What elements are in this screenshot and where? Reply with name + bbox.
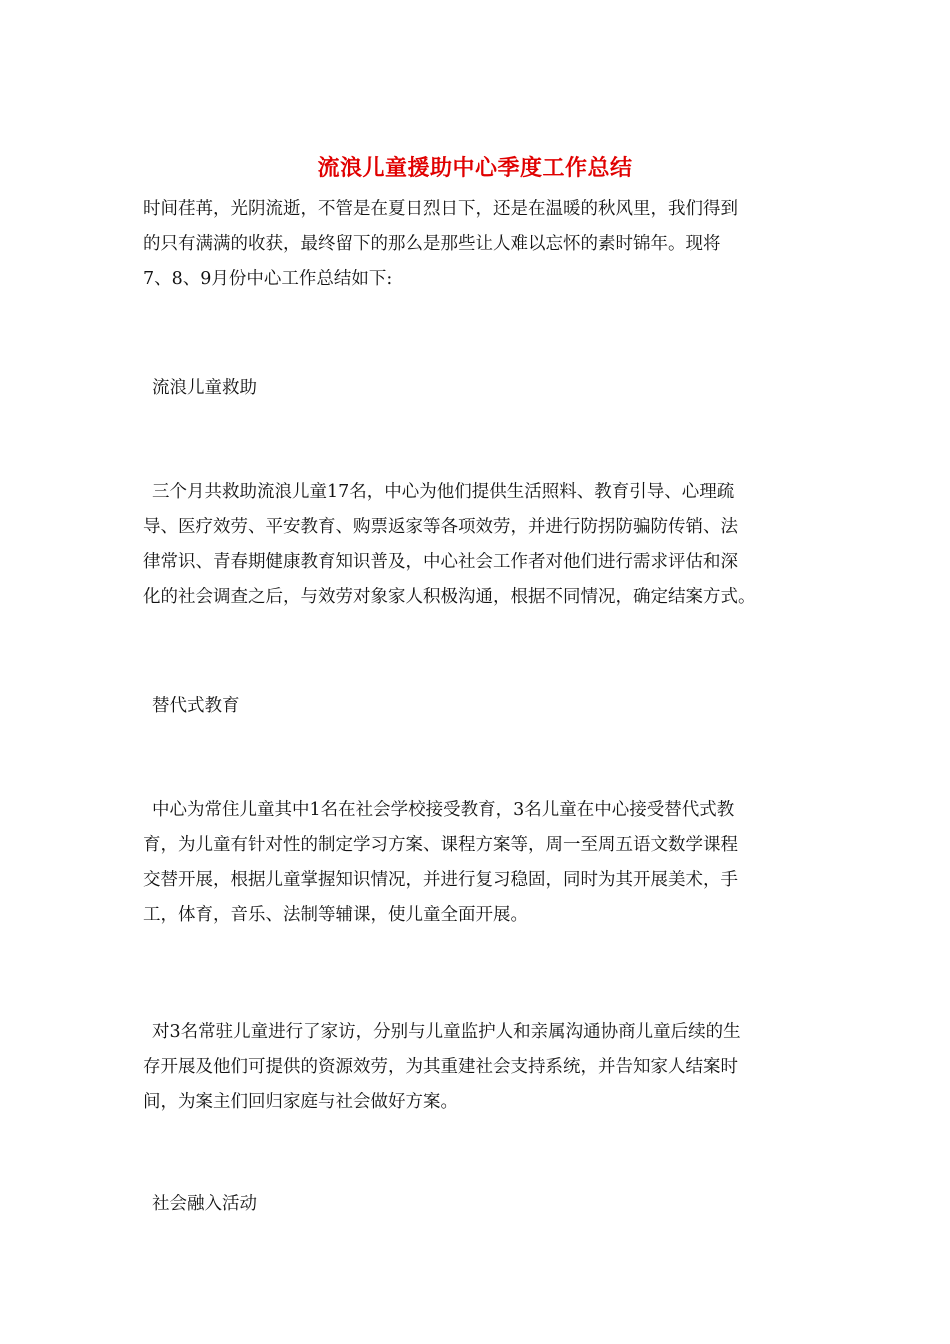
paragraph-line: 导、医疗效劳、平安教育、购票返家等各项效劳，并进行防拐防骗防传销、法 bbox=[143, 517, 738, 537]
paragraph-line: 化的社会调查之后，与效劳对象家人积极沟通，根据不同情况，确定结案方式。 bbox=[143, 587, 756, 607]
section-heading-integration bbox=[143, 1187, 822, 1222]
paragraph-line: 对3名常驻儿童进行了家访，分别与儿童监护人和亲属沟通协商儿童后续的生 bbox=[152, 1022, 741, 1042]
paragraph-line: 育，为儿童有针对性的制定学习方案、课程方案等，周一至周五语文数学课程 bbox=[143, 835, 738, 855]
paragraph-line: 交替开展，根据儿童掌握知识情况，并进行复习稳固，同时为其开展美术，手 bbox=[143, 870, 738, 890]
rescue-paragraph bbox=[143, 475, 813, 615]
section-heading-text: 替代式教育 bbox=[152, 696, 240, 716]
paragraph-line: 工，体育，音乐、法制等辅课，使儿童全面开展。 bbox=[143, 905, 528, 925]
section-heading-text: 社会融入活动 bbox=[152, 1194, 257, 1214]
intro-paragraph bbox=[143, 192, 813, 297]
paragraph-line: 间，为案主们回归家庭与社会做好方案。 bbox=[143, 1092, 458, 1112]
intro-line: 时间荏苒，光阴流逝，不管是在夏日烈日下，还是在温暖的秋风里，我们得到 bbox=[143, 199, 738, 219]
paragraph-line: 存开展及他们可提供的资源效劳，为其重建社会支持系统，并告知家人结案时 bbox=[143, 1057, 738, 1077]
intro-line: 7、8、9月份中心工作总结如下: bbox=[143, 269, 393, 289]
education-paragraph bbox=[143, 793, 813, 933]
document-title: 流浪儿童援助中心季度工作总结 bbox=[317, 155, 633, 181]
paragraph-line: 中心为常住儿童其中1名在社会学校接受教育，3名儿童在中心接受替代式教 bbox=[152, 800, 735, 820]
section-heading-education bbox=[143, 689, 822, 724]
paragraph-line: 律常识、青春期健康教育知识普及，中心社会工作者对他们进行需求评估和深 bbox=[143, 552, 738, 572]
home-visit-paragraph bbox=[143, 1015, 813, 1120]
paragraph-line: 三个月共救助流浪儿童17名，中心为他们提供生活照料、教育引导、心理疏 bbox=[152, 482, 735, 502]
section-heading-text: 流浪儿童救助 bbox=[152, 378, 257, 398]
intro-line: 的只有满满的收获，最终留下的那么是那些让人难以忘怀的素时锦年。现将 bbox=[143, 234, 721, 254]
section-heading-rescue bbox=[143, 371, 822, 406]
